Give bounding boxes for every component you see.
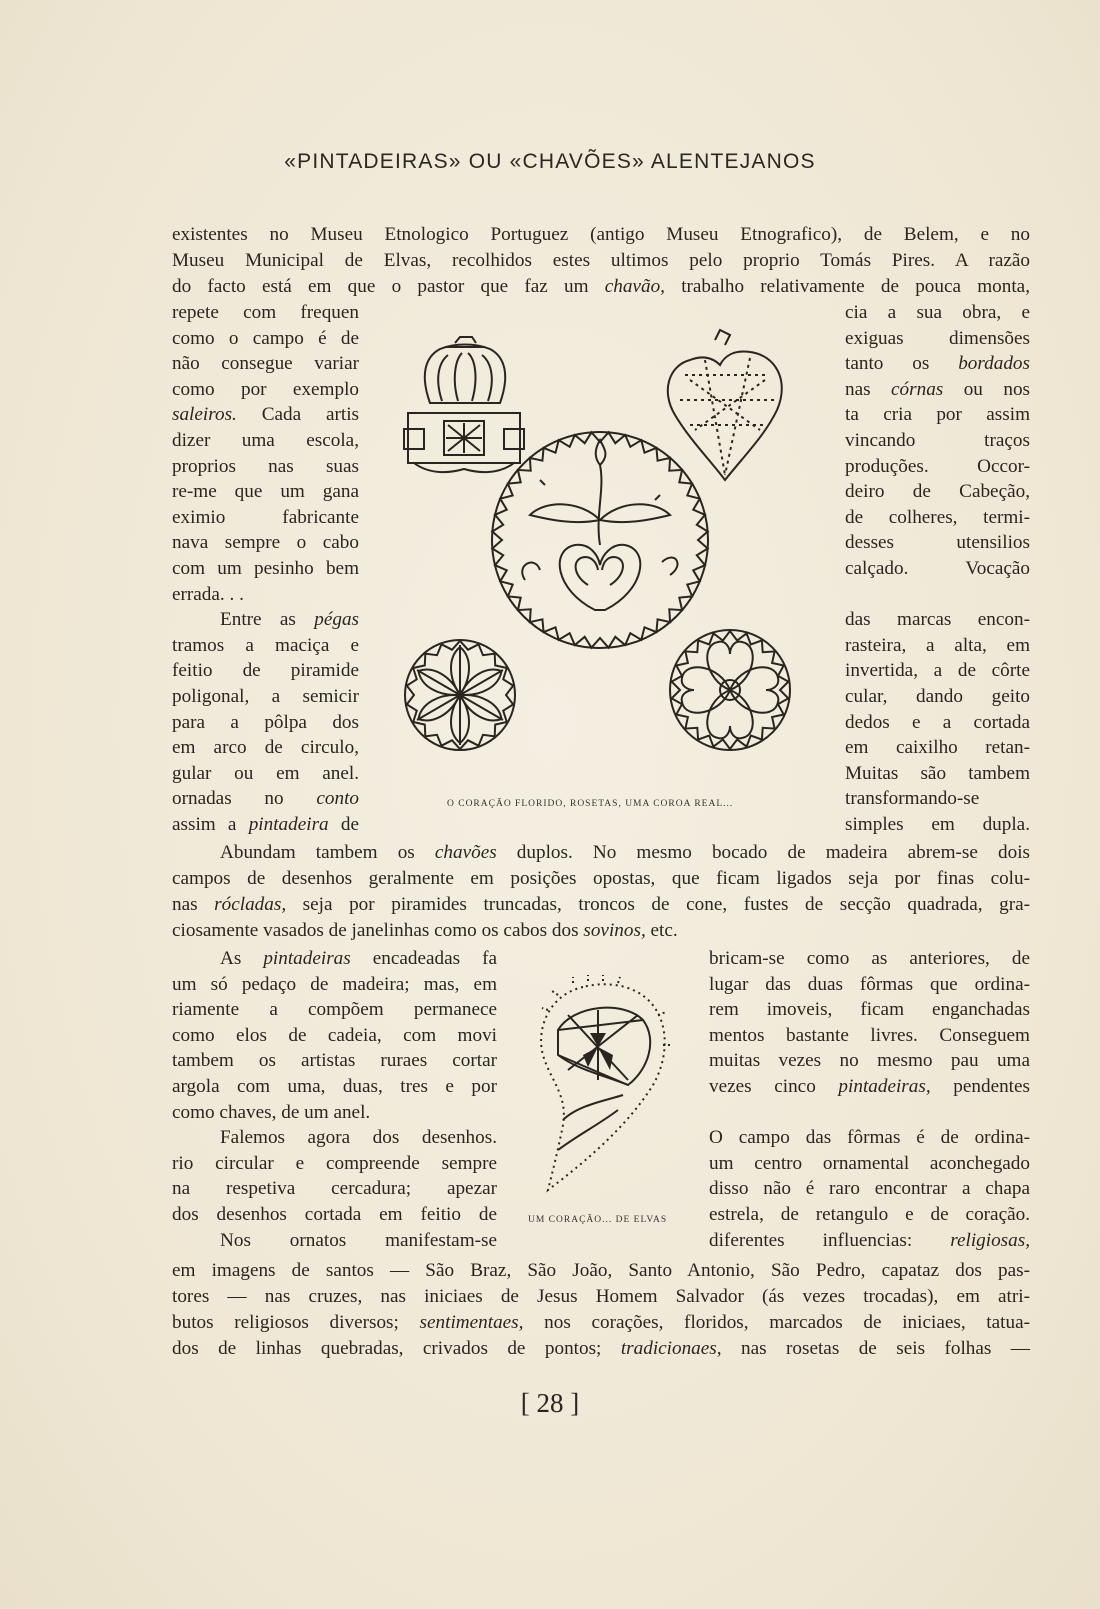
text-line: bricam-se como as anteriores, de <box>709 948 1030 969</box>
figure-caption: O CORAÇÃO FLORIDO, ROSETAS, UMA COROA REAL... <box>447 799 734 809</box>
text-line: tores — nas cruzes, nas iniciaes de Jesus Homem Salvador (ás vezes trocadas), em atri- <box>172 1286 1030 1307</box>
text-line: nas rócladas, seja por piramides truncadas, troncos de cone, fustes de secção quadrada, gra- <box>172 894 1031 915</box>
text-line: calçado. Vocação <box>845 558 1030 579</box>
text-line: cular, dando geito <box>845 686 1030 707</box>
text-line: dos desenhos cortada em feitio de <box>172 1204 497 1225</box>
text-line: como por exemplo <box>172 378 359 400</box>
text-line: estrela, de retangulo e de coração. <box>709 1204 1030 1225</box>
page-number: [ 28 ] <box>520 1388 580 1418</box>
elvas-heart-illustration <box>528 975 678 1200</box>
text-line: um só pedaço de madeira; mas, em <box>172 973 497 995</box>
text-line: proprios nas suas <box>172 455 359 477</box>
text-line: rem imoveis, ficam enganchadas <box>709 999 1030 1021</box>
text-line: cia a sua obra, e <box>845 302 1030 323</box>
text-line: deiro de Cabeção, <box>845 481 1030 503</box>
text-line: nas córnas ou nos <box>845 378 1031 400</box>
text-line: Museu Municipal de Elvas, recolhidos estes ultimos pelo proprio Tomás Pires. A razão <box>172 250 1030 271</box>
text-line: do facto está em que o pastor que faz um chavão, trabalho relativamente de pouca monta, <box>172 276 1030 297</box>
six-petal-rosette-stamp <box>405 640 515 750</box>
text-line: como o campo é de <box>172 327 359 349</box>
text-line: tramos a maciça e <box>172 634 359 656</box>
text-line: repete com frequen <box>172 302 359 323</box>
text-line: saleiros. Cada artis <box>172 404 359 426</box>
text-line: rasteira, a alta, em <box>845 634 1030 656</box>
text-line: O campo das fôrmas é de ordina- <box>709 1127 1030 1149</box>
text-line: lugar das duas fôrmas que ordina- <box>709 973 1030 995</box>
text-line: eximio fabricante <box>172 506 359 528</box>
text-line: simples em dupla. <box>845 814 1030 835</box>
text-line: dos de linhas quebradas, crivados de pontos; tradicionaes, nas rosetas de seis folhas — <box>172 1338 1030 1359</box>
text-line: em imagens de santos — São Braz, São João, Santo Antonio, São Pedro, capataz dos pas- <box>172 1260 1030 1281</box>
text-line: assim a pintadeira de <box>172 814 359 835</box>
text-line: Falemos agora dos desenhos. <box>220 1127 497 1149</box>
text-line: disso não é raro encontrar a chapa <box>709 1178 1030 1200</box>
text-line: transformando-se <box>845 788 980 810</box>
text-line: não consegue variar <box>172 353 359 375</box>
running-head: «PINTADEIRAS» OU «CHAVÕES» ALENTEJANOS <box>284 150 816 173</box>
text-line: para a pôlpa dos <box>172 711 359 733</box>
text-line: exiguas dimensões <box>845 327 1030 349</box>
text-line: como chaves, de um anel. <box>172 1101 371 1123</box>
heart-stamp <box>668 330 782 480</box>
flowering-heart-stamp <box>492 432 708 648</box>
text-line: vincando traços <box>845 430 1030 451</box>
text-line: das marcas encon- <box>845 609 1030 631</box>
text-line: Muitas são tambem <box>845 762 1030 784</box>
text-line: muitas vezes no mesmo pau uma <box>709 1050 1030 1072</box>
text-line: argola com uma, duas, tres e por <box>172 1076 497 1097</box>
text-line: gular ou em anel. <box>172 762 359 784</box>
text-line: tambem os artistas ruraes cortar <box>172 1050 497 1072</box>
figure-caption: UM CORAÇÃO... DE ELVAS <box>528 1215 668 1225</box>
text-line: nava sempre o cabo <box>172 532 359 554</box>
text-line: um centro ornamental aconchegado <box>709 1152 1030 1174</box>
text-line: com um pesinho bem <box>172 558 359 579</box>
text-line: de colheres, termi- <box>845 506 1030 528</box>
pintadeiras-illustration <box>385 325 815 795</box>
text-line: dizer uma escola, <box>172 430 359 451</box>
text-line: Abundam tambem os chavões duplos. No mesmo bocado de madeira abrem-se dois <box>220 842 1031 863</box>
text-line: Entre as pégas <box>220 609 359 631</box>
text-line: As pintadeiras encadeadas fa <box>220 948 497 969</box>
text-line: como elos de cadeia, com movi <box>172 1024 497 1046</box>
text-line: desses utensilios <box>845 532 1030 554</box>
text-line: errada. . . <box>172 583 244 605</box>
text-line: tanto os bordados <box>845 353 1030 375</box>
text-line: invertida, a de côrte <box>845 660 1030 682</box>
text-line: Nos ornatos manifestam-se <box>220 1229 497 1251</box>
text-line: diferentes influencias: religiosas, <box>709 1229 1030 1251</box>
text-line: em arco de circulo, <box>172 737 359 759</box>
text-line: ta cria por assim <box>845 404 1030 426</box>
text-line: em caixilho retan- <box>845 737 1030 759</box>
text-line: ornadas no conto <box>172 788 359 810</box>
text-line: rio circular e compreende sempre <box>172 1152 497 1174</box>
text-line: ciosamente vasados de janelinhas como os cabos dos sovinos, etc. <box>172 920 678 941</box>
text-line: re-me que um gana <box>172 481 359 503</box>
text-line: campos de desenhos geralmente em posições opostas, que ficam ligados seja por finas colu- <box>172 868 1030 889</box>
text-line: dedos e a cortada <box>845 711 1030 733</box>
text-line: mentos bastante livres. Conseguem <box>709 1024 1030 1046</box>
text-line: poligonal, a semicir <box>172 686 359 707</box>
text-line: vezes cinco pintadeiras, pendentes <box>709 1076 1030 1097</box>
text-line: na respetiva cercadura; apezar <box>172 1178 497 1200</box>
crown-stamp <box>404 337 524 472</box>
text-line: riamente a compõem permanece <box>172 999 497 1021</box>
four-heart-rosette-stamp <box>670 630 790 750</box>
text-line: produções. Occor- <box>845 455 1030 477</box>
text-line: feitio de piramide <box>172 660 359 682</box>
text-line: butos religiosos diversos; sentimentaes, nos corações, floridos, marcados de iniciaes, tatua- <box>172 1312 1030 1333</box>
text-line: existentes no Museu Etnologico Portuguez (antigo Museu Etnografico), de Belem, e no <box>172 224 1030 245</box>
